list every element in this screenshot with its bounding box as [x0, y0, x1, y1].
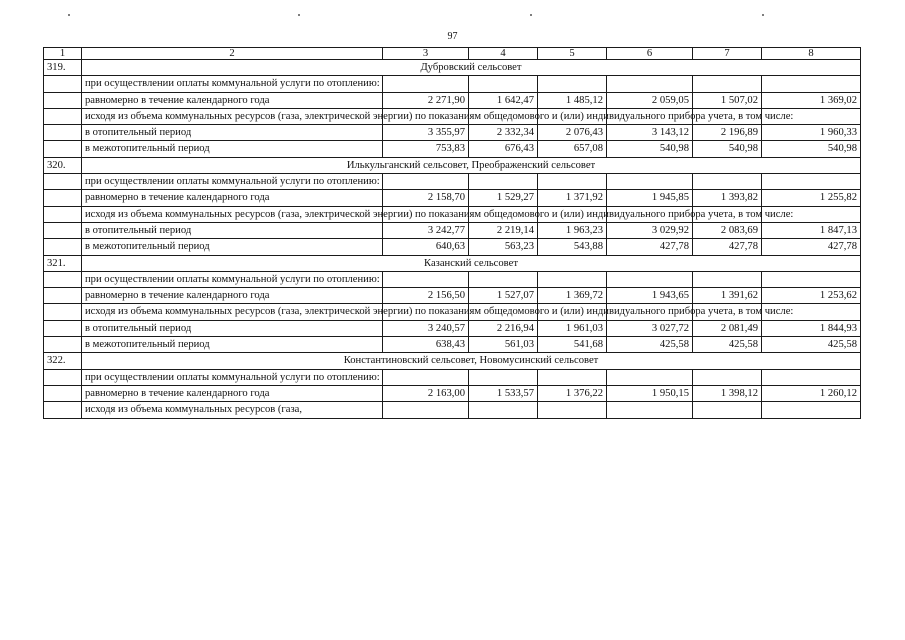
value-cell: 2 059,05	[607, 92, 693, 108]
scan-dot	[530, 14, 532, 16]
tariff-table	[43, 47, 861, 419]
value-cell: 1 533,57	[469, 385, 538, 401]
section-name: Константиновский сельсовет, Новомусинский сельсовет	[82, 353, 861, 369]
value-cell-empty	[693, 76, 762, 92]
code-cell-empty	[44, 239, 82, 255]
heating-payment-row	[44, 271, 861, 287]
value-cell-empty	[693, 174, 762, 190]
row-label: равномерно в течение календарного года	[82, 385, 383, 401]
section-header-row	[44, 255, 861, 271]
value-cell-empty	[762, 76, 861, 92]
column-number-header: 5	[538, 48, 607, 60]
table-body	[44, 48, 861, 419]
value-cell-empty	[383, 174, 469, 190]
code-cell-empty	[44, 190, 82, 206]
scan-dot	[68, 14, 70, 16]
row-label: при осуществлении оплаты коммунальной услуги по отоплению:	[82, 369, 383, 385]
row-label: равномерно в течение календарного года	[82, 92, 383, 108]
value-cell: 657,08	[538, 141, 607, 157]
value-cell-empty	[469, 76, 538, 92]
row-label: при осуществлении оплаты коммунальной услуги по отоплению:	[82, 271, 383, 287]
value-cell: 2 081,49	[693, 320, 762, 336]
value-cell: 540,98	[762, 141, 861, 157]
row-label: при осуществлении оплаты коммунальной услуги по отоплению:	[82, 174, 383, 190]
code-cell-empty	[44, 174, 82, 190]
non-heating-period-row	[44, 239, 861, 255]
value-cell: 540,98	[693, 141, 762, 157]
value-cell-empty	[762, 402, 861, 418]
column-number-header: 3	[383, 48, 469, 60]
code-cell-empty	[44, 304, 82, 320]
value-cell: 1 507,02	[693, 92, 762, 108]
value-cell: 1 393,82	[693, 190, 762, 206]
section-code: 320.	[44, 157, 82, 173]
row-label: в отопительный период	[82, 125, 383, 141]
value-cell: 3 240,57	[383, 320, 469, 336]
section-name: Казанский сельсовет	[82, 255, 861, 271]
section-code: 319.	[44, 60, 82, 76]
value-cell-empty	[607, 271, 693, 287]
value-cell: 3 029,92	[607, 222, 693, 238]
value-cell-empty	[538, 174, 607, 190]
heating-payment-row	[44, 369, 861, 385]
row-label: исходя из объема коммунальных ресурсов (газа,	[82, 402, 383, 418]
value-cell-empty	[607, 174, 693, 190]
metered-row	[44, 206, 861, 222]
value-cell: 427,78	[762, 239, 861, 255]
value-cell-empty	[469, 174, 538, 190]
column-number-header: 7	[693, 48, 762, 60]
section-code: 321.	[44, 255, 82, 271]
code-cell-empty	[44, 108, 82, 124]
value-cell: 563,23	[469, 239, 538, 255]
value-cell: 1 943,65	[607, 288, 693, 304]
code-cell-empty	[44, 369, 82, 385]
heating-period-row	[44, 222, 861, 238]
row-label: исходя из объема коммунальных ресурсов (газа, электрической энергии) по показаниям общедомового и (или) индивидуального прибора учета, в том числе:	[82, 304, 383, 320]
value-cell: 425,58	[693, 337, 762, 353]
section-header-row	[44, 353, 861, 369]
value-cell: 1 945,85	[607, 190, 693, 206]
heating-period-row	[44, 125, 861, 141]
heating-period-row	[44, 320, 861, 336]
code-cell-empty	[44, 288, 82, 304]
non-heating-period-row	[44, 337, 861, 353]
value-cell: 1 376,22	[538, 385, 607, 401]
column-number-header: 4	[469, 48, 538, 60]
value-cell: 3 355,97	[383, 125, 469, 141]
value-cell-empty	[469, 402, 538, 418]
code-cell-empty	[44, 141, 82, 157]
row-label: в межотопительный период	[82, 141, 383, 157]
value-cell-empty	[538, 271, 607, 287]
value-cell: 425,58	[607, 337, 693, 353]
scan-noise-dots	[0, 14, 905, 18]
section-name: Дубровский сельсовет	[82, 60, 861, 76]
row-label: в отопительный период	[82, 222, 383, 238]
value-cell: 2 332,34	[469, 125, 538, 141]
value-cell-empty	[762, 369, 861, 385]
value-cell: 2 083,69	[693, 222, 762, 238]
code-cell-empty	[44, 320, 82, 336]
value-cell-empty	[607, 402, 693, 418]
section-name: Илькульганский сельсовет, Преображенский сельсовет	[82, 157, 861, 173]
value-cell: 543,88	[538, 239, 607, 255]
value-cell-empty	[469, 271, 538, 287]
value-cell: 1 963,23	[538, 222, 607, 238]
row-label: в межотопительный период	[82, 239, 383, 255]
value-cell-empty	[383, 402, 469, 418]
value-cell-empty	[607, 369, 693, 385]
code-cell-empty	[44, 222, 82, 238]
value-cell: 1 950,15	[607, 385, 693, 401]
value-cell: 1 485,12	[538, 92, 607, 108]
value-cell-empty	[538, 76, 607, 92]
value-cell: 1 371,92	[538, 190, 607, 206]
section-code: 322.	[44, 353, 82, 369]
page-number: 97	[447, 31, 458, 42]
row-label: равномерно в течение календарного года	[82, 288, 383, 304]
evenly-row	[44, 92, 861, 108]
value-cell: 1 391,62	[693, 288, 762, 304]
row-label: исходя из объема коммунальных ресурсов (газа, электрической энергии) по показаниям общедомового и (или) индивидуального прибора учета, в том числе:	[82, 108, 383, 124]
value-cell: 2 156,50	[383, 288, 469, 304]
value-cell: 1 398,12	[693, 385, 762, 401]
section-header-row	[44, 60, 861, 76]
code-cell-empty	[44, 337, 82, 353]
value-cell: 2 216,94	[469, 320, 538, 336]
heating-payment-row	[44, 76, 861, 92]
row-label: равномерно в течение календарного года	[82, 190, 383, 206]
value-cell: 2 219,14	[469, 222, 538, 238]
metered-row	[44, 108, 861, 124]
column-number-header: 2	[82, 48, 383, 60]
scan-dot	[298, 14, 300, 16]
value-cell: 640,63	[383, 239, 469, 255]
code-cell-empty	[44, 76, 82, 92]
scan-dot	[762, 14, 764, 16]
value-cell: 3 027,72	[607, 320, 693, 336]
value-cell-empty	[383, 271, 469, 287]
value-cell: 1 847,13	[762, 222, 861, 238]
value-cell: 425,58	[762, 337, 861, 353]
value-cell-empty	[693, 402, 762, 418]
value-cell: 1 255,82	[762, 190, 861, 206]
value-cell: 1 529,27	[469, 190, 538, 206]
value-cell: 1 260,12	[762, 385, 861, 401]
code-cell-empty	[44, 206, 82, 222]
value-cell: 2 163,00	[383, 385, 469, 401]
heating-payment-row	[44, 174, 861, 190]
value-cell-empty	[538, 369, 607, 385]
value-cell-empty	[693, 271, 762, 287]
value-cell-empty	[693, 369, 762, 385]
non-heating-period-row	[44, 141, 861, 157]
value-cell: 3 242,77	[383, 222, 469, 238]
metered-row	[44, 304, 861, 320]
code-cell-empty	[44, 402, 82, 418]
value-cell: 1 253,62	[762, 288, 861, 304]
value-cell: 2 271,90	[383, 92, 469, 108]
value-cell: 427,78	[607, 239, 693, 255]
table-header-row	[44, 48, 861, 60]
value-cell: 1 960,33	[762, 125, 861, 141]
value-cell-empty	[762, 174, 861, 190]
column-number-header: 8	[762, 48, 861, 60]
value-cell: 540,98	[607, 141, 693, 157]
code-cell-empty	[44, 125, 82, 141]
section-header-row	[44, 157, 861, 173]
value-cell: 1 369,02	[762, 92, 861, 108]
value-cell: 2 196,89	[693, 125, 762, 141]
value-cell: 1 642,47	[469, 92, 538, 108]
metered-row-partial	[44, 402, 861, 418]
column-number-header: 1	[44, 48, 82, 60]
value-cell-empty	[762, 271, 861, 287]
value-cell: 427,78	[693, 239, 762, 255]
row-label: исходя из объема коммунальных ресурсов (газа, электрической энергии) по показаниям общедомового и (или) индивидуального прибора учета, в том числе:	[82, 206, 383, 222]
row-label: при осуществлении оплаты коммунальной услуги по отоплению:	[82, 76, 383, 92]
code-cell-empty	[44, 385, 82, 401]
value-cell: 1 369,72	[538, 288, 607, 304]
value-cell: 1 844,93	[762, 320, 861, 336]
value-cell: 561,03	[469, 337, 538, 353]
value-cell: 3 143,12	[607, 125, 693, 141]
evenly-row	[44, 190, 861, 206]
evenly-row	[44, 385, 861, 401]
value-cell: 1 961,03	[538, 320, 607, 336]
value-cell: 638,43	[383, 337, 469, 353]
evenly-row	[44, 288, 861, 304]
column-number-header: 6	[607, 48, 693, 60]
value-cell-empty	[469, 369, 538, 385]
code-cell-empty	[44, 271, 82, 287]
value-cell-empty	[383, 369, 469, 385]
value-cell-empty	[607, 76, 693, 92]
value-cell: 676,43	[469, 141, 538, 157]
value-cell: 753,83	[383, 141, 469, 157]
row-label: в отопительный период	[82, 320, 383, 336]
value-cell: 1 527,07	[469, 288, 538, 304]
value-cell-empty	[383, 76, 469, 92]
value-cell: 2 158,70	[383, 190, 469, 206]
value-cell: 541,68	[538, 337, 607, 353]
value-cell-empty	[538, 402, 607, 418]
row-label: в межотопительный период	[82, 337, 383, 353]
code-cell-empty	[44, 92, 82, 108]
value-cell: 2 076,43	[538, 125, 607, 141]
